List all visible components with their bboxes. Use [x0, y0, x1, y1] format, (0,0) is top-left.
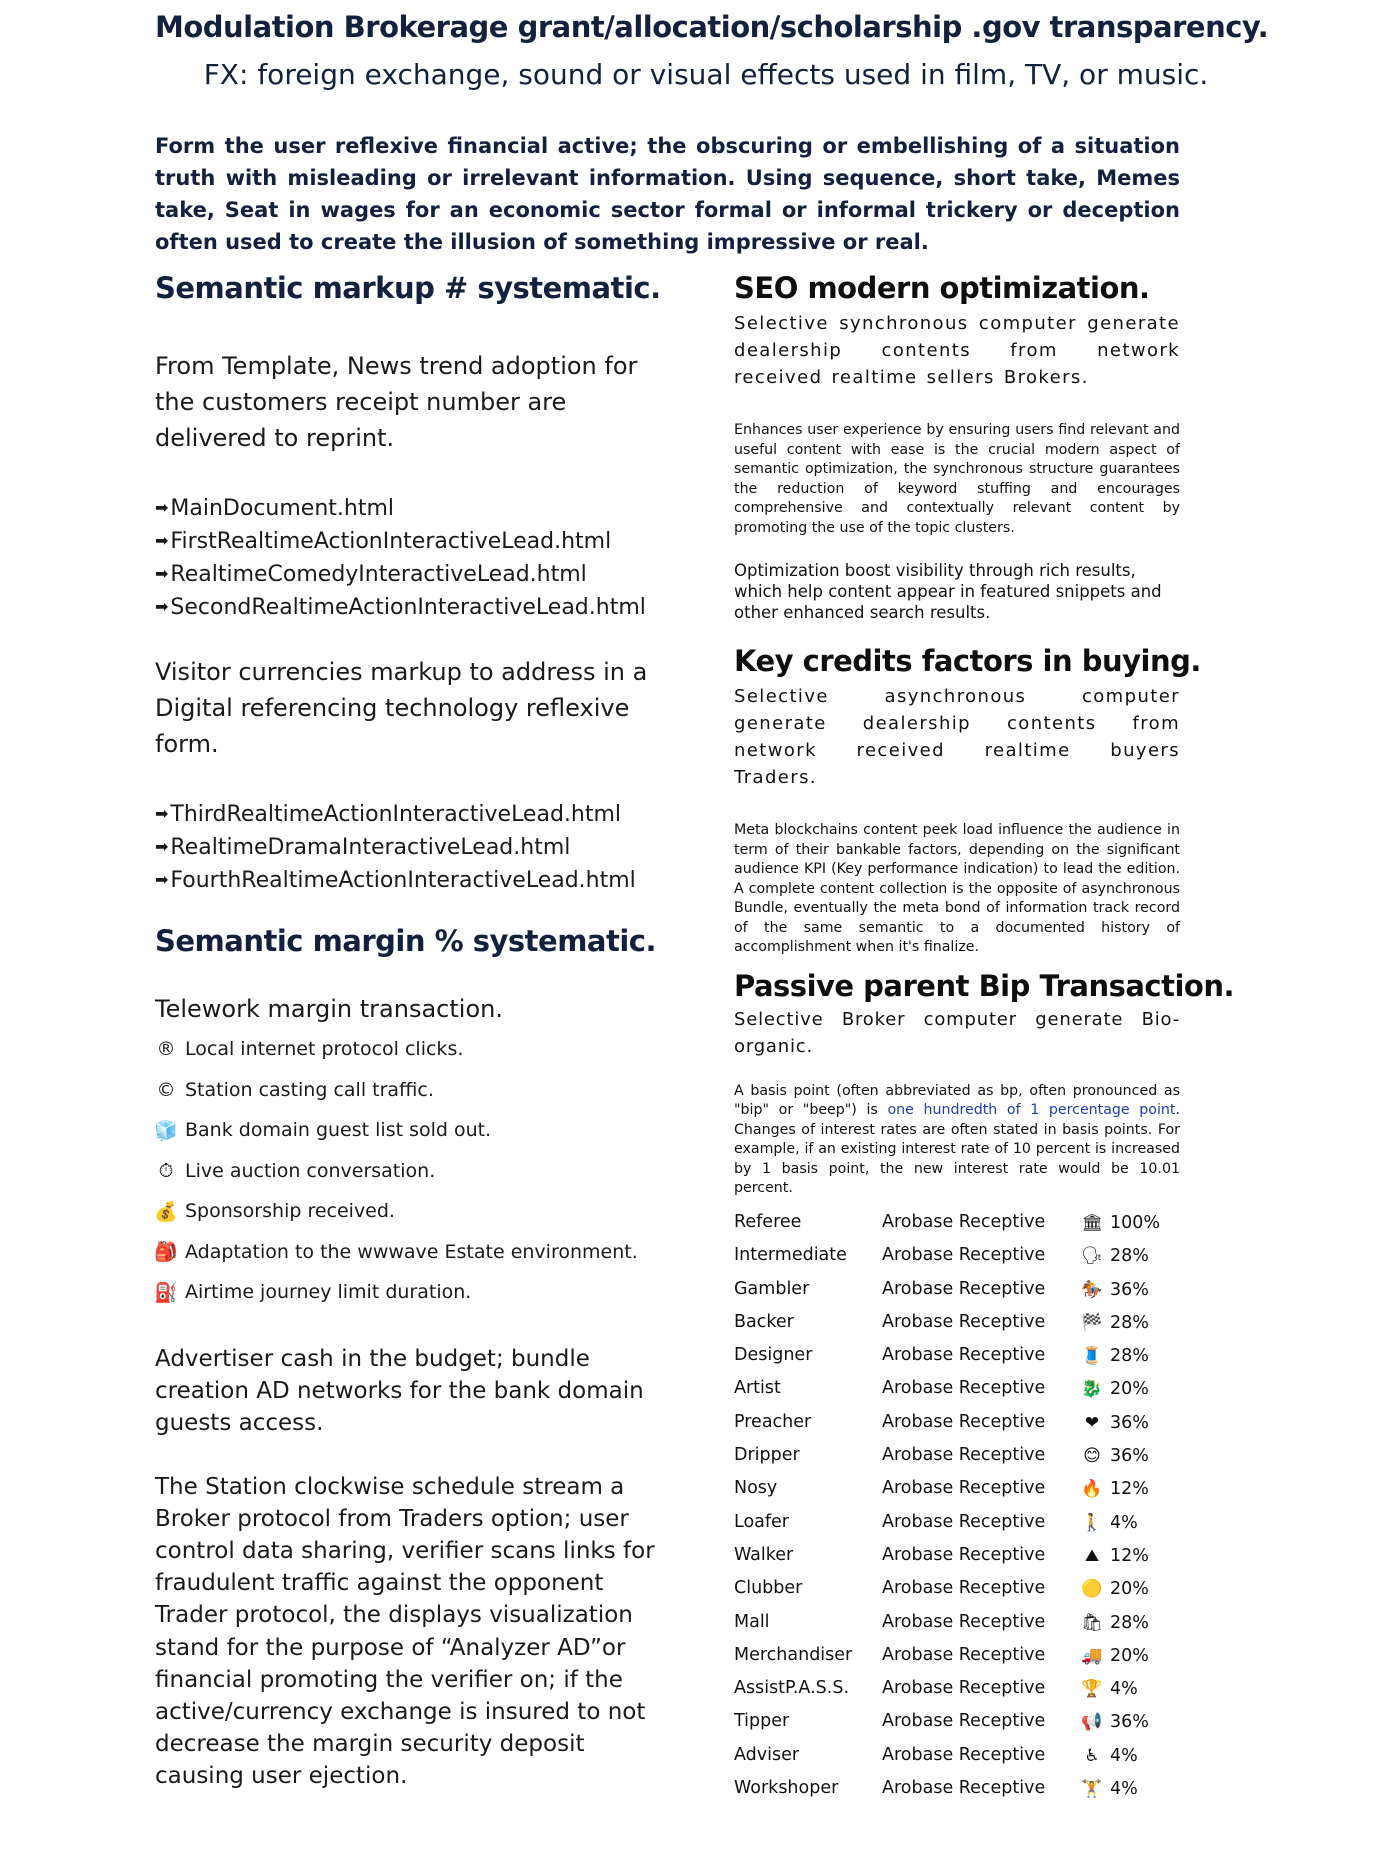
table-row	[734, 1378, 1180, 1411]
roles-table	[734, 1212, 1180, 1811]
page-subtitle: FX: foreign exchange, sound or visual effects used in film, TV, or music.	[203, 58, 1209, 91]
arrow-right-icon: ➡	[155, 837, 169, 856]
template-paragraph: From Template, News trend adoption for the customers receipt number are delivered to reprint.	[155, 352, 638, 452]
percent-cell	[1080, 1645, 1149, 1667]
file-link[interactable]	[155, 492, 675, 525]
station-paragraph: The Station clockwise schedule stream a Broker protocol from Traders option; user control data sharing, verifier scans links for fraudulent traffic against the opponent Trader protocol, the displays visualization stand for the purpose of “Analyzer AD”or financial promoting the verifier on; if the active/currency exchange is insured to not decrease the margin security deposit causing user ejection.	[155, 1473, 655, 1790]
table-row	[734, 1478, 1180, 1511]
type-cell: Arobase Receptive	[882, 1345, 1046, 1366]
table-row	[734, 1312, 1180, 1345]
page-title: Modulation Brokerage grant/allocation/scholarship .gov transparency.	[155, 10, 1269, 44]
percent-value: 4%	[1110, 1679, 1138, 1700]
percent-cell	[1080, 1778, 1138, 1800]
percent-value: 36%	[1110, 1279, 1149, 1300]
horse-racing-icon: 🏇	[1081, 1279, 1103, 1300]
percent-value: 36%	[1110, 1712, 1149, 1733]
heart-icon: ❤	[1084, 1412, 1100, 1433]
file-name: RealtimeComedyInteractiveLead.html	[170, 562, 587, 587]
table-row	[734, 1578, 1180, 1611]
arrow-right-icon: ➡	[155, 498, 169, 517]
checkered-flag-icon: 🏁	[1081, 1312, 1103, 1333]
table-row	[734, 1345, 1180, 1378]
symbol-list	[155, 1029, 675, 1313]
table-row	[734, 1412, 1180, 1445]
file-name: SecondRealtimeActionInteractiveLead.html	[170, 595, 646, 620]
arrow-right-icon: ➡	[155, 597, 169, 616]
smiley-icon: 😊	[1083, 1446, 1101, 1467]
symbol-list-item	[155, 1272, 675, 1313]
speaking-head-icon: 🗣	[1081, 1246, 1103, 1267]
megaphone-icon: 📢	[1081, 1712, 1103, 1733]
type-cell: Arobase Receptive	[882, 1578, 1046, 1599]
percent-value: 100%	[1110, 1213, 1161, 1233]
symbol-label: Adaptation to the wwwave Estate environment.	[185, 1240, 638, 1263]
role-cell: Nosy	[734, 1478, 778, 1499]
delivery-truck-icon: 🚚	[1081, 1645, 1103, 1666]
thread-icon: 🧵	[1081, 1346, 1103, 1367]
file-name: MainDocument.html	[170, 496, 395, 521]
percentage-point-link[interactable]: one hundredth of 1 percentage point	[887, 1102, 1176, 1118]
arrow-right-icon: ➡	[155, 531, 169, 550]
intro-paragraph: Form the user reflexive financial active; the obscuring or embellishing of a situation truth with misleading or irrelevant information. Using sequence, short take, Memes take, Seat in wages for an economic sector formal or informal trickery or deception often used to create the illusion of something impressive or real.	[155, 134, 1180, 254]
file-link[interactable]	[155, 591, 675, 624]
file-name: FourthRealtimeActionInteractiveLead.html	[170, 868, 636, 893]
table-row	[734, 1545, 1180, 1578]
table-row	[734, 1212, 1180, 1245]
file-name: RealtimeDramaInteractiveLead.html	[170, 835, 571, 860]
right-column	[734, 268, 1235, 1199]
role-cell: Intermediate	[734, 1245, 847, 1266]
bip-detail-text	[734, 1082, 1180, 1199]
file-link[interactable]	[155, 798, 675, 831]
file-list-2	[155, 798, 675, 897]
seo-selective-text: Selective synchronous computer generate dealership contents from network received realtime sellers Brokers.	[734, 313, 1180, 388]
percent-cell	[1080, 1745, 1138, 1767]
symbol-label: Local internet protocol clicks.	[185, 1038, 464, 1061]
percent-cell	[1080, 1545, 1149, 1567]
role-cell: AssistP.A.S.S.	[734, 1678, 850, 1699]
type-cell: Arobase Receptive	[882, 1311, 1046, 1332]
symbol-label: Sponsorship received.	[185, 1200, 395, 1223]
role-cell: Backer	[734, 1311, 794, 1332]
ice-cube-icon: 🧊	[154, 1119, 178, 1142]
table-row	[734, 1612, 1180, 1645]
dragon-icon: 🐉	[1081, 1379, 1103, 1400]
role-cell: Preacher	[734, 1411, 812, 1432]
percent-value: 28%	[1110, 1346, 1149, 1367]
table-row	[734, 1745, 1180, 1778]
type-cell: Arobase Receptive	[882, 1212, 1046, 1232]
walking-person-icon: 🚶	[1081, 1512, 1103, 1533]
percent-cell	[1080, 1478, 1149, 1500]
bip-text-part2: . Changes of interest rates are often stated in basis points. For example, if an existing interest rate of 10 percent is increased by 1 basis point, the new interest rate would be 10.01 percent.	[734, 1102, 1180, 1196]
type-cell: Arobase Receptive	[882, 1678, 1046, 1699]
table-row	[734, 1512, 1180, 1545]
type-cell: Arobase Receptive	[882, 1744, 1046, 1765]
trophy-icon: 🏆	[1081, 1679, 1103, 1700]
percent-value: 28%	[1110, 1612, 1149, 1633]
fuel-pump-icon: ⛽	[154, 1281, 178, 1304]
shopping-bags-icon: 🛍	[1081, 1612, 1103, 1633]
money-bag-icon: 💰	[154, 1200, 178, 1223]
percent-value: 20%	[1110, 1379, 1149, 1400]
symbol-label: Live auction conversation.	[185, 1159, 436, 1182]
table-row	[734, 1245, 1180, 1278]
bip-selective-text: Selective Broker computer generate Bio-organic.	[734, 1008, 1180, 1057]
fire-icon: 🔥	[1081, 1479, 1103, 1500]
percent-cell	[1080, 1345, 1149, 1367]
heading-passive-bip: Passive parent Bip Transaction.	[734, 968, 1235, 1003]
type-cell: Arobase Receptive	[882, 1611, 1046, 1632]
role-cell: Loafer	[734, 1511, 789, 1532]
percent-value: 4%	[1110, 1779, 1138, 1800]
arrow-right-icon: ➡	[155, 564, 169, 583]
role-cell: Walker	[734, 1544, 794, 1565]
copyright-icon: ©	[156, 1078, 176, 1101]
file-link[interactable]	[155, 831, 675, 864]
percent-cell	[1080, 1512, 1138, 1534]
type-cell: Arobase Receptive	[882, 1644, 1046, 1665]
percent-cell	[1080, 1678, 1138, 1700]
bank-icon: 🏛	[1081, 1213, 1103, 1233]
role-cell: Clubber	[734, 1578, 803, 1599]
heading-seo-optimization: SEO modern optimization.	[734, 271, 1150, 305]
yellow-circle-icon: 🟡	[1081, 1579, 1103, 1600]
symbol-list-item	[155, 1029, 675, 1070]
visitor-paragraph: Visitor currencies markup to address in a Digital referencing technology reflexive form.	[155, 658, 648, 758]
file-link[interactable]	[155, 558, 675, 591]
file-name: FirstRealtimeActionInteractiveLead.html	[170, 529, 612, 554]
type-cell: Arobase Receptive	[882, 1711, 1046, 1732]
telework-paragraph: Telework margin transaction.	[155, 995, 503, 1023]
role-cell: Adviser	[734, 1744, 800, 1765]
advertiser-paragraph: Advertiser cash in the budget; bundle creation AD networks for the bank domain guests access.	[155, 1345, 644, 1436]
percent-value: 20%	[1110, 1579, 1149, 1600]
percent-cell	[1080, 1711, 1149, 1733]
role-cell: Mall	[734, 1611, 770, 1632]
percent-value: 28%	[1110, 1246, 1149, 1267]
table-row	[734, 1445, 1180, 1478]
percent-cell	[1080, 1578, 1149, 1600]
role-cell: Merchandiser	[734, 1644, 853, 1665]
percent-cell	[1080, 1212, 1160, 1234]
percent-cell	[1080, 1312, 1149, 1334]
symbol-list-item	[155, 1232, 675, 1273]
symbol-list-item	[155, 1151, 675, 1192]
file-link[interactable]	[155, 525, 675, 558]
symbol-label: Bank domain guest list sold out.	[185, 1119, 492, 1142]
role-cell: Dripper	[734, 1445, 800, 1466]
symbol-label: Airtime journey limit duration.	[185, 1281, 472, 1304]
type-cell: Arobase Receptive	[882, 1378, 1046, 1399]
table-row	[734, 1778, 1180, 1811]
percent-cell	[1080, 1378, 1149, 1400]
symbol-list-item	[155, 1070, 675, 1111]
percent-cell	[1080, 1445, 1149, 1467]
seo-detail-text: Enhances user experience by ensuring users find relevant and useful content with ease is the crucial modern aspect of semantic optimization, the synchronous structure guarantees the reduction of keyword stuffing and encourages comprehensive and contextually relevant content by promoting the use of the topic clusters.	[734, 422, 1180, 536]
percent-value: 28%	[1110, 1312, 1149, 1333]
type-cell: Arobase Receptive	[882, 1778, 1046, 1799]
type-cell: Arobase Receptive	[882, 1445, 1046, 1466]
registered-icon: ®	[156, 1038, 176, 1061]
percent-cell	[1080, 1245, 1149, 1267]
percent-value: 20%	[1110, 1645, 1149, 1666]
file-link[interactable]	[155, 864, 675, 897]
table-row	[734, 1711, 1180, 1744]
weightlifter-icon: 🏋	[1081, 1779, 1103, 1800]
percent-value: 12%	[1110, 1479, 1149, 1500]
backpack-icon: 🎒	[154, 1241, 178, 1264]
type-cell: Arobase Receptive	[882, 1278, 1046, 1299]
percent-value: 12%	[1110, 1545, 1149, 1566]
role-cell: Referee	[734, 1212, 802, 1232]
symbol-list-item	[155, 1110, 675, 1151]
role-cell: Workshoper	[734, 1778, 839, 1799]
percent-cell	[1080, 1612, 1149, 1634]
percent-cell	[1080, 1412, 1149, 1434]
credits-detail-text: Meta blockchains content peek load influence the audience in term of their bankable factors, depending on the significant audience KPI (Key performance indication) to lead the edition. A complete content collection is the opposite of asynchronous Bundle, eventually the meta bond of information track record of the same semantic to a documented history of accomplishment when it's finalize.	[734, 822, 1180, 955]
type-cell: Arobase Receptive	[882, 1411, 1046, 1432]
type-cell: Arobase Receptive	[882, 1511, 1046, 1532]
arrow-right-icon: ➡	[155, 804, 169, 823]
heading-key-credits: Key credits factors in buying.	[734, 644, 1201, 678]
file-name: ThirdRealtimeActionInteractiveLead.html	[170, 802, 622, 827]
percent-value: 4%	[1110, 1512, 1138, 1533]
role-cell: Artist	[734, 1378, 781, 1399]
file-list-1	[155, 492, 675, 624]
heading-semantic-margin: Semantic margin % systematic.	[155, 924, 657, 958]
percent-value: 36%	[1110, 1412, 1149, 1433]
table-row	[734, 1645, 1180, 1678]
percent-value: 36%	[1110, 1446, 1149, 1467]
left-column	[155, 268, 675, 1793]
heading-semantic-markup: Semantic markup # systematic.	[155, 271, 661, 305]
type-cell: Arobase Receptive	[882, 1245, 1046, 1266]
table-row	[734, 1678, 1180, 1711]
seo-boost-text: Optimization boost visibility through rich results, which help content appear in featured snippets and other enhanced search results.	[734, 561, 1162, 622]
percent-cell	[1080, 1279, 1149, 1301]
symbol-list-item	[155, 1191, 675, 1232]
role-cell: Tipper	[734, 1711, 790, 1732]
stopwatch-icon: ⏱	[158, 1159, 174, 1182]
type-cell: Arobase Receptive	[882, 1478, 1046, 1499]
symbol-label: Station casting call traffic.	[185, 1078, 434, 1101]
arrow-right-icon: ➡	[155, 870, 169, 889]
wheelchair-icon: ♿	[1084, 1745, 1100, 1766]
mountain-icon: ⛰	[1084, 1545, 1100, 1566]
credits-selective-text: Selective asynchronous computer generate dealership contents from network received realtime buyers Traders.	[734, 686, 1180, 788]
bip-text-part1: A basis point (often abbreviated as bp, often pronounced as "bip" or "beep") is	[734, 1082, 1180, 1118]
type-cell: Arobase Receptive	[882, 1544, 1046, 1565]
table-row	[734, 1279, 1180, 1312]
role-cell: Designer	[734, 1345, 813, 1366]
role-cell: Gambler	[734, 1278, 810, 1299]
percent-value: 4%	[1110, 1745, 1138, 1766]
